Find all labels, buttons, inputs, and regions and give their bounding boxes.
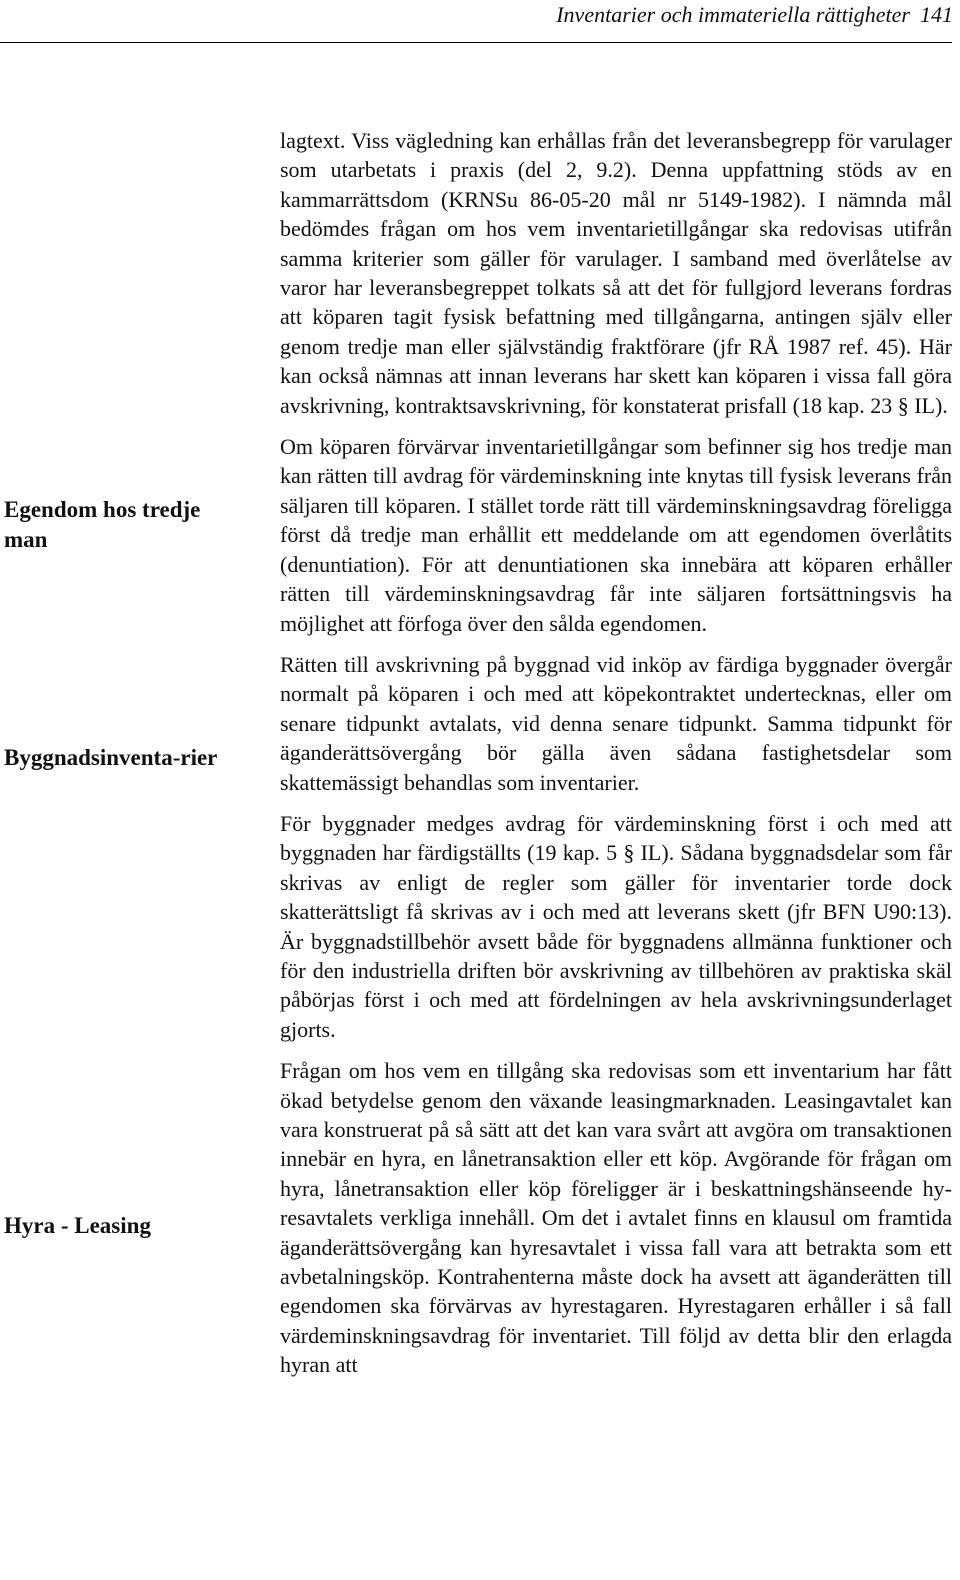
margin-note-byggnadsinventarier: Byggnadsinventa-rier bbox=[4, 745, 218, 770]
paragraph-byggnad-avskrivning: Rätten till avskrivning på byggnad vid inköp av färdiga byggnader övergår normalt på köparen i och med att köpekontraktet undertecknas, eller om senare tidpunkt avtalats, vid denna senare tidpunkt. Samma tidpunkt för äganderättsövergång bör gälla även sådana fastighetsdelar som skattemässigt behandlas som inventarier. bbox=[280, 651, 952, 795]
paragraph-byggnader-avdrag: För byggnader medges avdrag för värdeminskning först i och med att byggnaden har färdigställts (19 kap. 5 § IL). Sådana byggnadsdelar som får skrivas av enligt de regler som gäller för inventarier torde dock skatterättsligt få skrivas av i och med att leverans skett (jfr BFN U90:13). Är byggnadstillbehör avsett både för byggnadens allmänna funktioner och för den industriella driften bör avskrivning av tillbehören av praktiska skäl påbörjas först i och med att fördelningen av hela avskrivningsunderlaget gjorts. bbox=[280, 810, 952, 1042]
margin-note-hyra-leasing: Hyra - Leasing bbox=[4, 1213, 151, 1238]
header-rule bbox=[0, 42, 952, 43]
paragraph-egendom-tredje-man: Om köparen förvärvar inventarietillgångar som befinner sig hos tredje man kan rätten till avdrag för värdeminskning inte knytas till fysisk leverans från säljaren till köparen. I stället torde rätt till värdeminskningsavdrag föreligga först då tredje man erhållit ett meddelande om att egendomen överlåtits (denuntiation). För att denuntiationen ska innebära att köparen erhåller rätten till värdeminskningsavdrag får inte säljaren fortsättningsvis ha möjlighet att förfoga över den sålda egendomen. bbox=[280, 434, 952, 636]
paragraph-hyra-leasing: Frågan om hos vem en tillgång ska redovisas som ett inventarium har fått ökad betydelse genom den växande leasingmarknaden. Leasingavtalet kan vara konstruerat på så sätt att det kan vara svårt att avgöra om transaktionen innebär en hyra, en lånetransaktion eller ett köp. Avgörande för frågan om hyra, lånetransaktion eller köp föreligger är i beskattningshänseende hyresavtalets verkliga innehåll. Om det i avtalet finns en klausul om framtida äganderättsövergång kan hyresavtalet i vissa fall vara att betrakta som ett avbetalningsköp. Kontrahenterna måste dock ha avsett att äganderätten till egendomen ska förvärvas av hyrestagaren. Hyrestagaren erhåller i så fall värdeminskningsavdrag för inventariet. Till följd av detta blir den erlagda hyran att bbox=[280, 1058, 952, 1378]
body-text bbox=[280, 126, 952, 1392]
margin-note-egendom-hos-tredje-man: Egendom hos tredje man bbox=[4, 497, 201, 552]
page-number: 141 bbox=[920, 2, 953, 27]
running-header-title: Inventarier och immateriella rättigheter bbox=[556, 2, 910, 27]
running-header bbox=[0, 0, 953, 30]
paragraph-leveransbegrepp: lagtext. Viss vägledning kan erhållas från det leveransbegrepp för varulager som utarbetats i praxis (del 2, 9.2). Denna uppfattning stöds av en kammarrättsdom (KRNSu 86-05-20 mål nr 5149-1982). I nämnda mål bedömdes frågan om hos vem inventarietillgångar ska redovisas utifrån samma kriterier som gäller för varulager. I samband med överlåtelse av varor har leveransbegreppet tolkats så att det för fullgjord leverans fordras att köparen tagit fysisk befattning med tillgångarna, antingen själv eller genom tredje man eller självständig fraktförare (jfr RÅ 1987 ref. 45). Här kan också nämnas att innan leverans har skett kan köparen i vissa fall göra avskrivning, kontraktsavskrivning, för konstaterat prisfall (18 kap. 23 § IL). bbox=[280, 128, 952, 418]
